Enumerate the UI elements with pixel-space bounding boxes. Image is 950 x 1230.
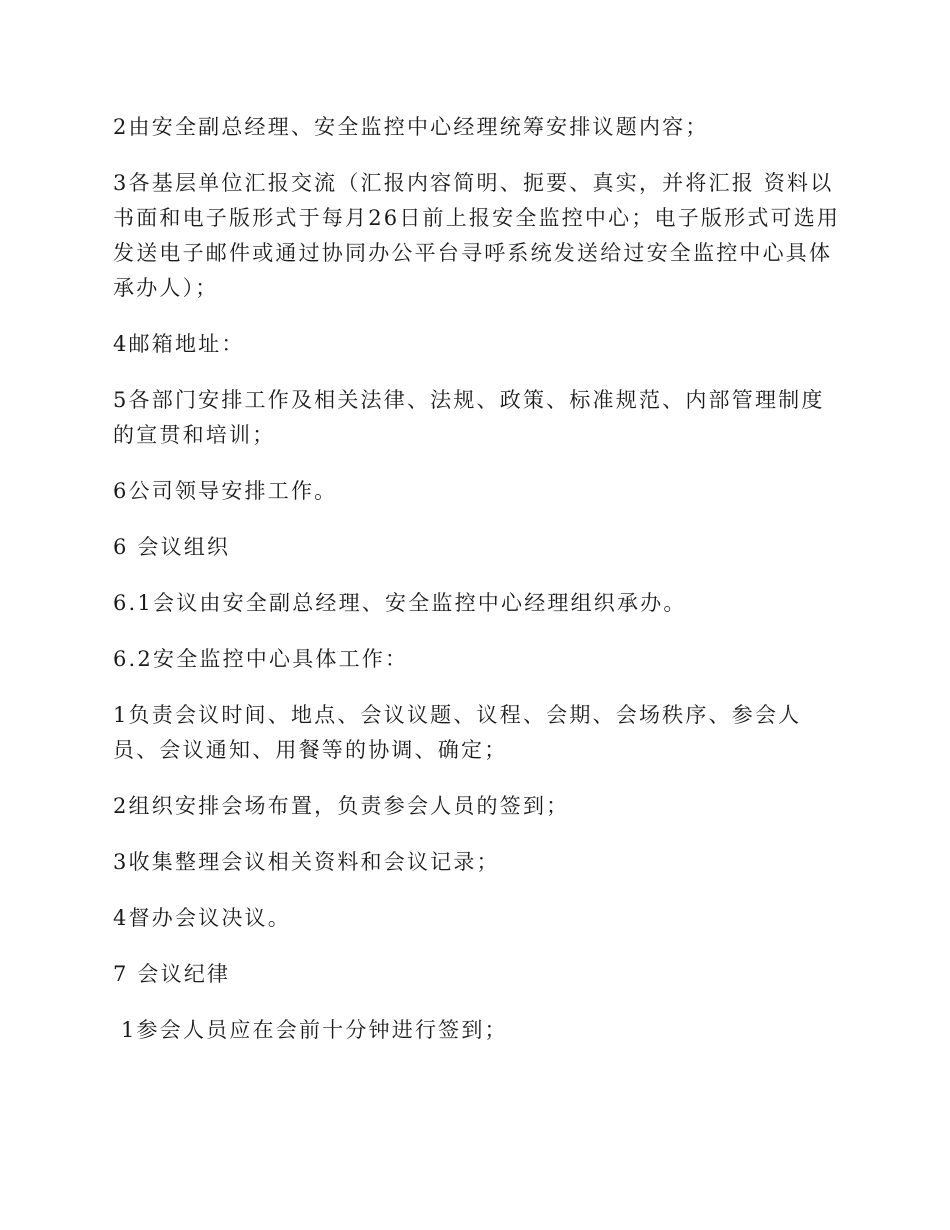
paragraph-department-work: 5各部门安排工作及相关法律、法规、政策、标准规范、内部管理制度的宣贯和培训； <box>113 388 825 447</box>
paragraph-records-collection: 3收集整理会议相关资料和会议记录； <box>113 850 500 874</box>
paragraph-email-address: 4邮箱地址： <box>113 332 245 356</box>
section-heading-meeting-discipline: 7 会议纪律 <box>113 962 231 986</box>
paragraph-coordination-duties: 1负责会议时间、地点、会议议题、议程、会期、会场秩序、参会人员、会议通知、用餐等的协调、确定； <box>113 703 802 762</box>
document-body <box>113 110 843 1069</box>
paragraph-monitoring-center-tasks: 6.2安全监控中心具体工作： <box>113 647 409 671</box>
paragraph-agenda-arrangement: 2由安全副总经理、安全监控中心经理统筹安排议题内容； <box>113 115 709 139</box>
section-heading-meeting-organization: 6 会议组织 <box>113 535 231 559</box>
paragraph-meeting-organizer: 6.1会议由安全副总经理、安全监控中心经理组织承办。 <box>113 591 687 615</box>
paragraph-venue-setup: 2组织安排会场布置，负责参会人员的签到； <box>113 794 570 818</box>
paragraph-unit-report: 3各基层单位汇报交流（汇报内容简明、扼要、真实，并将汇报 资料以书面和电子版形式于每月26日前上报安全监控中心；电子版形式可选用发送电子邮件或通过协同办公平台寻呼系统发送给过安全监控中心具体承办人）； <box>113 171 841 300</box>
paragraph-sign-in-rule: 1参会人员应在会前十分钟进行签到； <box>121 1018 508 1042</box>
paragraph-leadership-work: 6公司领导安排工作。 <box>113 479 338 503</box>
paragraph-resolution-supervision: 4督办会议决议。 <box>113 906 291 930</box>
